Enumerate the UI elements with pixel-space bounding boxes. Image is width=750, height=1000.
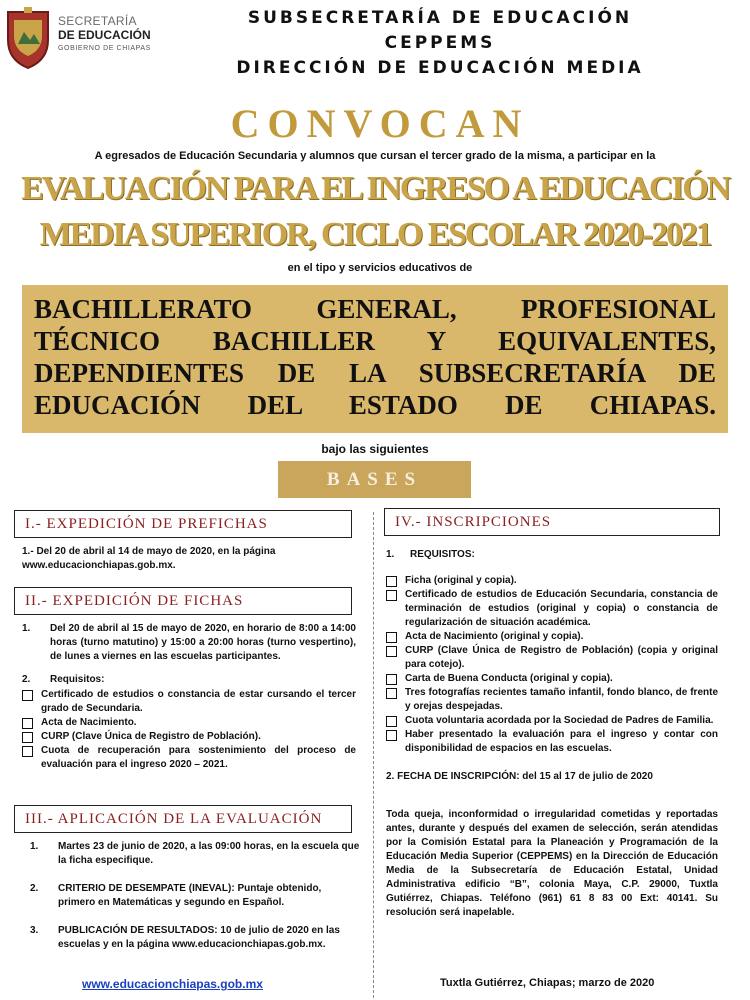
list-item: 2. CRITERIO DE DESEMPATE (INEVAL): Puntaje obtenido, primero en Matemáticas y segundo en Español. <box>30 883 322 908</box>
checklist-item: Carta de Buena Conducta (original y copia). <box>386 672 718 686</box>
list-item <box>22 622 356 664</box>
list-item <box>22 673 356 687</box>
checklist-item: CURP (Clave Única de Registro de Población) (copia y original para cotejo). <box>386 644 718 672</box>
tipo-text: en el tipo y servicios educativos de <box>287 262 473 274</box>
checkbox-icon <box>386 730 397 741</box>
services-text: BACHILLERATO GENERAL, PROFESIONAL TÉCNICO BACHILLER Y EQUIVALENTES, DEPENDIENTES DE LA SUBSECRETARÍA DE EDUCACIÓN DEL ESTADO DE CHIAPAS. <box>34 294 716 420</box>
checklist-item: Cuota de recuperación para sostenimiento del proceso de evaluación para el ingreso 2020 – 2021. <box>22 744 356 772</box>
list-text: Del 20 de abril al 15 de mayo de 2020, en horario de 8:00 a 14:00 horas (turno matutino) y 15:00 a 20:00 horas (turno vespertino), de lunes a viernes en las escuelas participantes. <box>50 623 356 662</box>
services-banner <box>22 285 728 433</box>
checklist-item: Acta de Nacimiento. <box>22 716 356 730</box>
logo-line-1: SECRETARÍA <box>58 14 137 28</box>
header-direccion: DIRECCIÓN DE EDUCACIÓN MEDIA <box>236 58 644 78</box>
title-line-1: EVALUACIÓN PARA EL INGRESO A EDUCACIÓN <box>21 170 729 207</box>
section-1-title: I.- EXPEDICIÓN DE PREFICHAS <box>14 510 352 538</box>
footer-link[interactable]: www.educacionchiapas.gob.mx <box>82 977 263 991</box>
column-divider <box>373 512 374 998</box>
place-date: Tuxtla Gutiérrez, Chiapas; marzo de 2020 <box>440 977 655 989</box>
checklist-item: Ficha (original y copia). <box>386 574 718 588</box>
checkbox-icon <box>386 688 397 699</box>
checklist-item: Tres fotografías recientes tamaño infantil, fondo blanco, de frente y orejas despejadas. <box>386 686 718 714</box>
logo-line-3: GOBIERNO DE CHIAPAS <box>58 45 151 52</box>
section-1-text: 1.- Del 20 de abril al 14 de mayo de 2020, en la página www.educacionchiapas.gob.mx. <box>22 546 276 571</box>
checkbox-icon <box>386 716 397 727</box>
checklist-item: CURP (Clave Única de Registro de Población). <box>22 730 356 744</box>
section-3-body <box>30 840 360 961</box>
list-number: 1. <box>22 623 31 634</box>
section-2-title: II.- EXPEDICIÓN DE FICHAS <box>14 587 352 615</box>
section-3-title: III.- APLICACIÓN DE LA EVALUACIÓN <box>14 805 352 833</box>
checklist-item: Cuota voluntaria acordada por la Sociedad de Padres de Familia. <box>386 714 718 728</box>
queja-text: Toda queja, inconformidad o irregularidad cometidas y reportadas antes, durante y después del examen de selección, serán atendidas por la Comisión Estatal para la Planeación y Programación de la Educación Media Superior (CEPPEMS) en la Dirección de Educación Media de la Subsecretaría de Educación Estatal, Unidad Administrativa edificio “B”, colonia Maya, C.P. 29000, Tuxtla Gutiérrez, Chiapas. Teléfono (961) 61 8 83 00 Ext: 40141. Su resolución será inapelable. <box>386 809 718 918</box>
section-4-body <box>386 548 718 920</box>
list-item: 1. Martes 23 de junio de 2020, a las 09:00 horas, en la escuela que la ficha especifique. <box>30 841 360 866</box>
intro-text: A egresados de Educación Secundaria y alumnos que cursan el tercer grado de la misma, a participar en la <box>94 150 656 162</box>
checklist-item: Haber presentado la evaluación para el ingreso y contar con disponibilidad de espacios en las escuelas. <box>386 728 718 756</box>
checkbox-icon <box>386 674 397 685</box>
list-number: 2. <box>22 674 31 685</box>
checkbox-icon <box>386 590 397 601</box>
coat-of-arms-icon <box>4 6 52 70</box>
list-item: 1. REQUISITOS: <box>386 549 475 560</box>
header-subsecretaria: SUBSECRETARÍA DE EDUCACIÓN <box>247 8 633 28</box>
government-logo <box>4 6 164 78</box>
section-4-title: IV.- INSCRIPCIONES <box>384 508 720 536</box>
checkbox-icon <box>386 646 397 657</box>
header-ceppems: CEPPEMS <box>384 33 496 53</box>
checklist-item: Certificado de estudios o constancia de estar cursando el tercer grado de Secundaria. <box>22 688 356 716</box>
checklist-item: Acta de Nacimiento (original y copia). <box>386 630 718 644</box>
list-item: 3. PUBLICACIÓN DE RESULTADOS: 10 de julio de 2020 en las escuelas y en la página www.educacionchiapas.gob.mx. <box>30 925 340 950</box>
checklist-item: Certificado de estudios de Educación Secundaria, constancia de terminación de estudios (original y copia) o constancia de regularización de situación académica. <box>386 588 718 630</box>
section-2-body <box>22 622 356 772</box>
checkbox-icon <box>22 732 33 743</box>
checkbox-icon <box>22 718 33 729</box>
bajo-text: bajo las siguientes <box>321 442 429 456</box>
convocan-heading: CONVOCAN <box>230 101 530 146</box>
checkbox-icon <box>22 690 33 701</box>
logo-line-2: DE EDUCACIÓN <box>58 28 151 42</box>
checkbox-icon <box>22 746 33 757</box>
list-text: Requisitos: <box>50 674 105 685</box>
title-line-2: MEDIA SUPERIOR, CICLO ESCOLAR 2020-2021 <box>39 216 711 253</box>
checkbox-icon <box>386 576 397 587</box>
checkbox-icon <box>386 632 397 643</box>
bases-banner: BASES <box>278 461 471 498</box>
fecha-inscripcion: 2. FECHA DE INSCRIPCIÓN: del 15 al 17 de julio de 2020 <box>386 771 653 782</box>
